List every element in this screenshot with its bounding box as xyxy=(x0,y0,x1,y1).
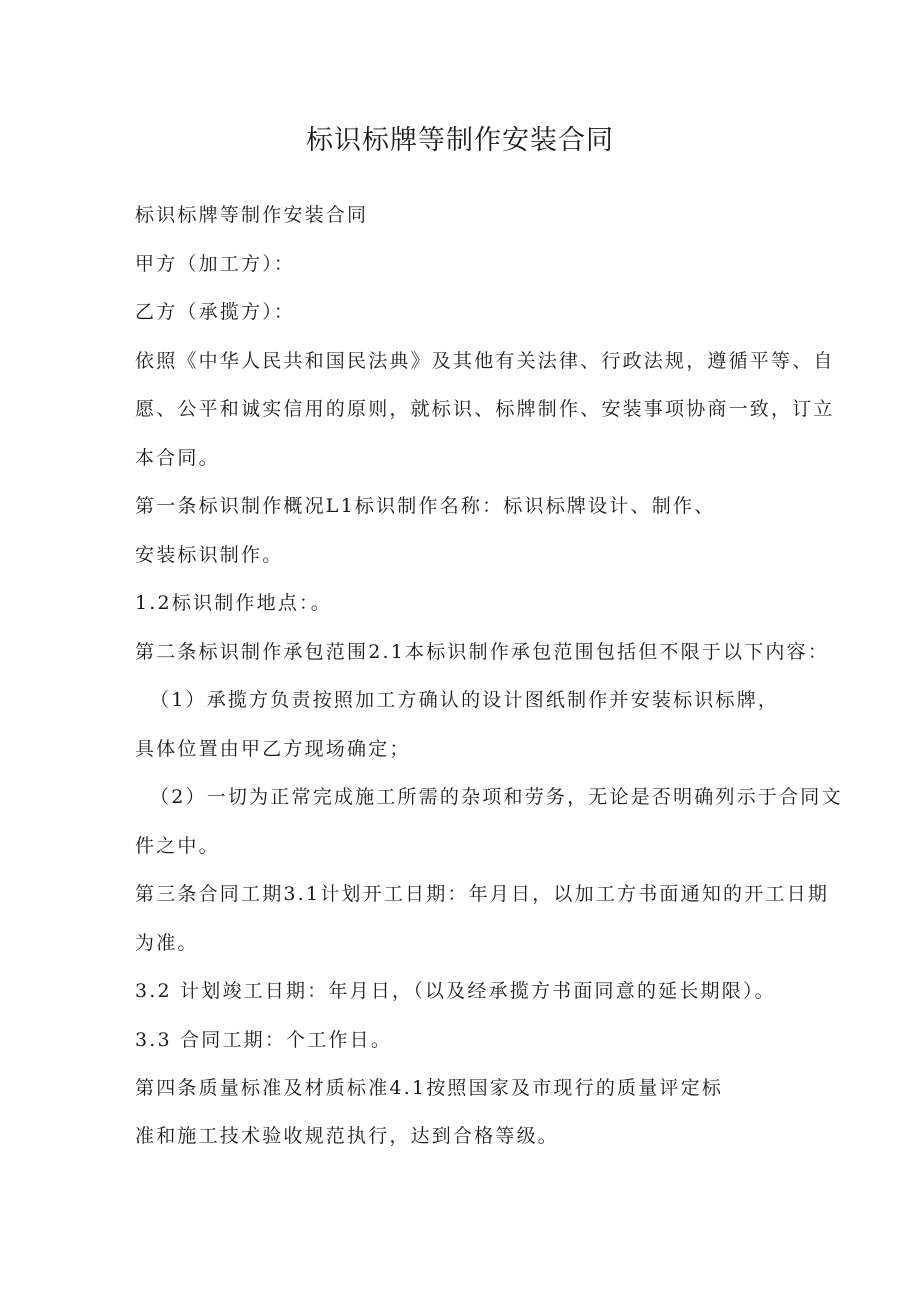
article-1-line-1: 第一条标识制作概况L1标识制作名称：标识标牌设计、制作、 xyxy=(135,495,716,517)
article-1-line-2: 安装标识制作。 xyxy=(135,544,284,566)
article-2-item-1-line-1: （1）承揽方负责按照加工方确认的设计图纸制作并安装标识标牌， xyxy=(150,689,780,711)
article-3-3-line: 3.3 合同工期：个工作日。 xyxy=(135,1029,393,1051)
preamble-line-3: 本合同。 xyxy=(135,447,220,469)
article-2-item-1-line-2: 具体位置由甲乙方现场确定； xyxy=(135,738,411,760)
article-2-line-1: 第二条标识制作承包范围2.1本标识制作承包范围包括但不限于以下内容： xyxy=(135,641,830,663)
article-2-item-2-line-1: （2）一切为正常完成施工所需的杂项和劳务，无论是否明确列示于合同文 xyxy=(150,786,843,808)
article-2-item-2-line-2: 件之中。 xyxy=(135,835,220,857)
article-3-line-1: 第三条合同工期3.1计划开工日期：年月日，以加工方书面通知的开工日期 xyxy=(135,883,830,905)
document-title: 标识标牌等制作安装合同 xyxy=(306,125,614,156)
preamble-line-2: 愿、公平和诚实信用的原则，就标识、标牌制作、安装事项协商一致，订立 xyxy=(135,398,835,420)
party-a-line: 甲方（加工方）： xyxy=(135,253,296,275)
heading-repeat: 标识标牌等制作安装合同 xyxy=(135,204,369,226)
article-4-line-1: 第四条质量标准及材质标准4.1按照国家及市现行的质量评定标 xyxy=(135,1077,724,1099)
article-4-line-2: 准和施工技术验收规范执行，达到合格等级。 xyxy=(135,1125,560,1147)
article-3-2-line: 3.2 计划竣工日期：年月日，（以及经承揽方书面同意的延长期限）。 xyxy=(135,980,776,1002)
preamble-line-1: 依照《中华人民共和国民法典》及其他有关法律、行政法规，遵循平等、自 xyxy=(135,350,835,372)
party-b-line: 乙方（承揽方）： xyxy=(135,301,296,323)
article-1-2-line: 1.2标识制作地点：。 xyxy=(135,592,332,614)
article-3-line-2: 为准。 xyxy=(135,932,199,954)
